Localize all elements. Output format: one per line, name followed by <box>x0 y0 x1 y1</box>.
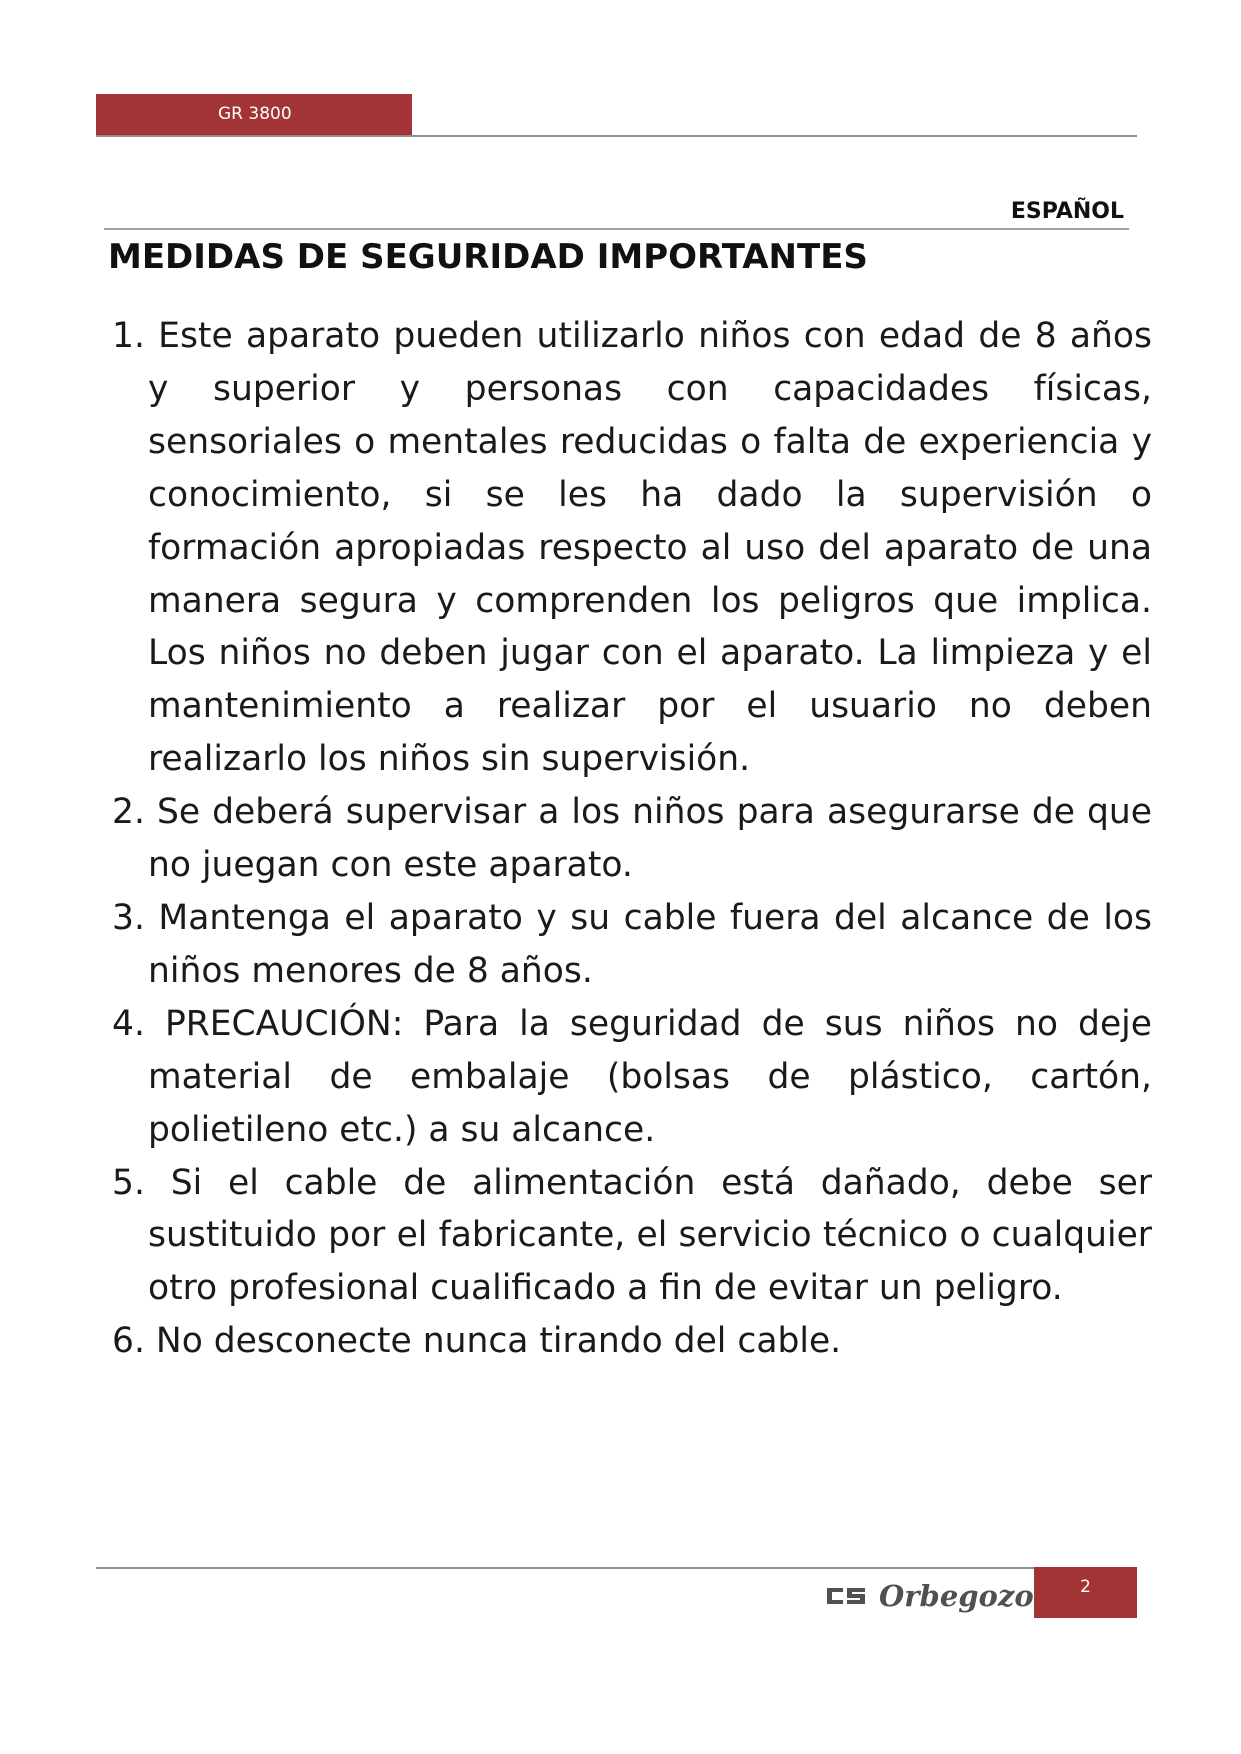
page-number: 2 <box>1080 1577 1091 1597</box>
page-number-box <box>1034 1567 1137 1618</box>
section-title: MEDIDAS DE SEGURIDAD IMPORTANTES <box>108 237 868 277</box>
safety-item-1: 1. Este aparato pueden utilizarlo niños con edad de 8 años y superior y personas con capacidades físicas, sensoriales o mentales reducidas o falta de experiencia y conocimiento, si se les ha dado la supervisión o formación apropiadas respecto al uso del aparato de una manera segura y comprenden los peligros que implica. Los niños no deben jugar con el aparato. La limpieza y el mantenimiento a realizar por el usuario no deben realizarlo los niños sin supervisión. <box>112 316 1152 780</box>
footer-divider <box>96 1567 1036 1569</box>
model-label: GR 3800 <box>218 104 292 124</box>
language-label: ESPAÑOL <box>1010 199 1124 224</box>
safety-item-3: 3. Mantenga el aparato y su cable fuera del alcance de los niños menores de 8 años. <box>112 897 1152 991</box>
language-divider <box>104 228 1129 230</box>
brand-logo <box>825 1579 1034 1613</box>
safety-item-2: 2. Se deberá supervisar a los niños para asegurarse de que no juegan con este aparato. <box>112 792 1152 886</box>
safety-item-4: 4. PRECAUCIÓN: Para la seguridad de sus niños no deje material de embalaje (bolsas de plástico, cartón, polietileno etc.) a su alcance. <box>112 1003 1152 1150</box>
safety-item-6: 6. No desconecte nunca tirando del cable. <box>112 1321 842 1362</box>
safety-instructions-list <box>112 310 1152 1368</box>
safety-item-5: 5. Si el cable de alimentación está dañado, debe ser sustituido por el fabricante, el servicio técnico o cualquier otro profesional cualificado a fin de evitar un peligro. <box>112 1162 1152 1309</box>
brand-wordmark: Orbegozo <box>879 1579 1034 1613</box>
model-tab <box>96 94 412 135</box>
header-divider <box>96 135 1137 137</box>
orbegozo-logo-icon <box>825 1584 867 1608</box>
